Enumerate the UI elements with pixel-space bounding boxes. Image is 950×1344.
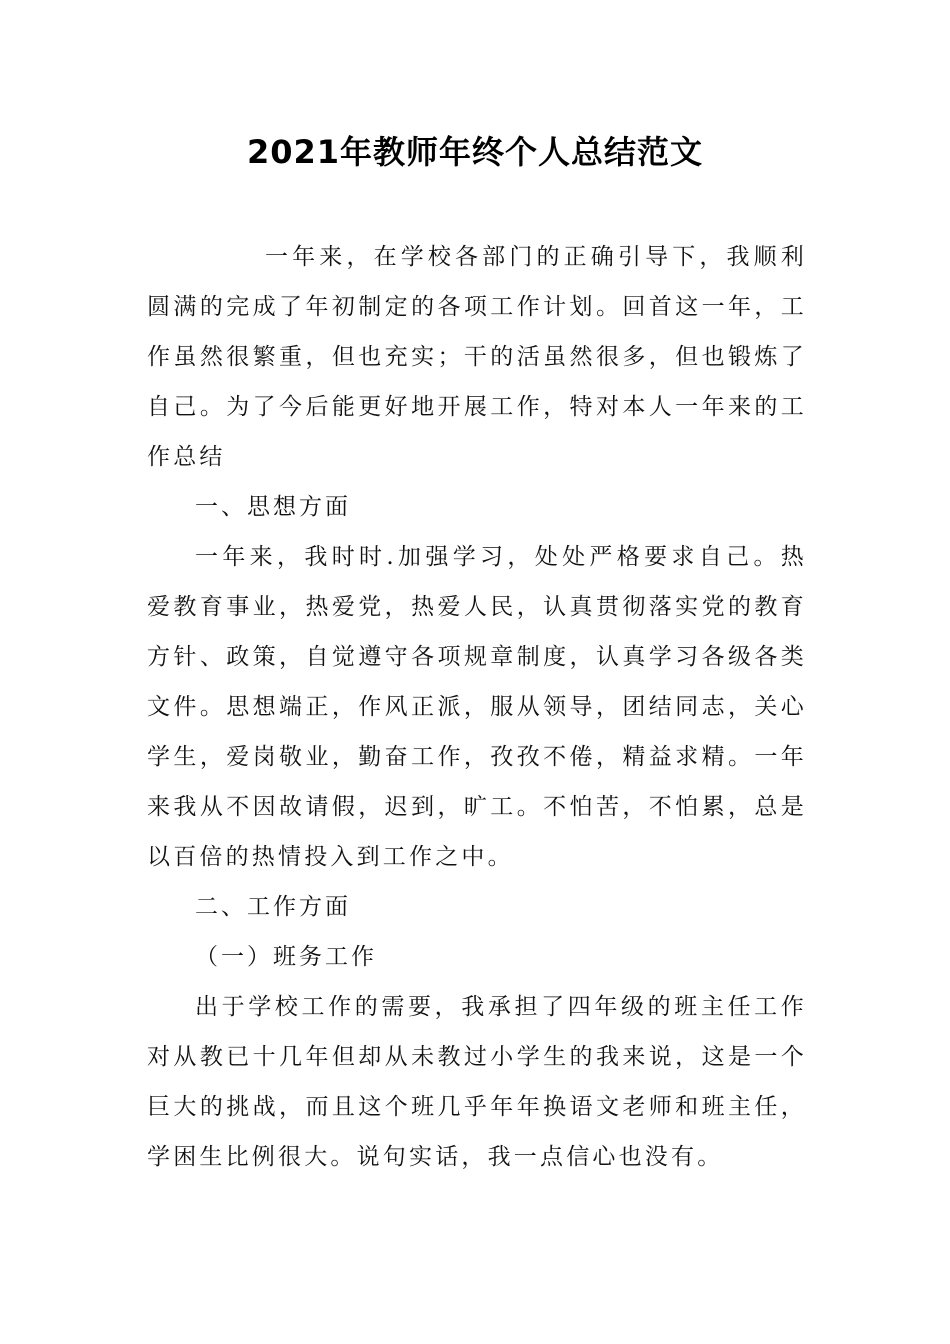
intro-paragraph: 一年来，在学校各部门的正确引导下，我顺利圆满的完成了年初制定的各项工作计划。回首这一年，工作虽然很繁重，但也充实；干的活虽然很多，但也锻炼了自己。为了今后能更好地开展工作，特对本人一年来的工作总结 [147,244,807,470]
thought-paragraph: 一年来，我时时.加强学习，处处严格要求自己。热爱教育事业，热爱党，热爱人民，认真贯彻落实党的教育方针、政策，自觉遵守各项规章制度，认真学习各级各类文件。思想端正，作风正派，服从领导，团结同志，关心学生，爱岗敬业，勤奋工作，孜孜不倦，精益求精。一年来我从不因故请假，迟到，旷工。不怕苦，不怕累，总是以百倍的热情投入到工作之中。 [147,544,807,870]
section-heading-work: 二、工作方面 [195,894,351,920]
document-body [147,232,807,1182]
class-affairs-paragraph: 出于学校工作的需要，我承担了四年级的班主任工作对从教已十几年但却从未教过小学生的我来说，这是一个巨大的挑战，而且这个班几乎年年换语文老师和班主任，学困生比例很大。说句实话，我一点信心也没有。 [147,994,807,1170]
section-heading-thought: 一、思想方面 [195,494,351,520]
subsection-heading-class-affairs: （一）班务工作 [195,944,377,970]
document-title: 2021年教师年终个人总结范文 [246,133,704,171]
